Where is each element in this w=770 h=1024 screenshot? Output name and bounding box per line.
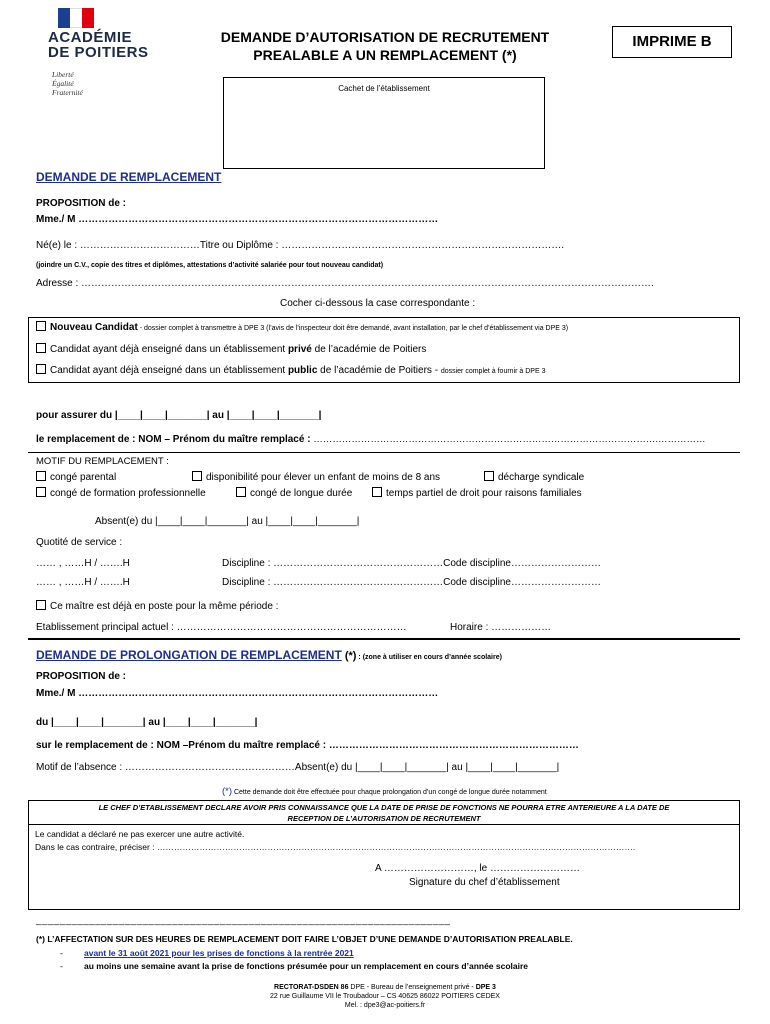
checkbox-icon[interactable] [192,471,202,481]
chef-declaration-header: LE CHEF D’ETABLISSEMENT DECLARE AVOIR PRIS CONNAISSANCE QUE LA DATE DE PRISE DE FONCTIONS NE POURRA ETRE ANTERIEURE A LA DATE DE RECEPTION DE L’AUTORISATION DE RECRUTEMENT [29,801,739,825]
other-activity-field[interactable]: Dans le cas contraire, préciser : ……………………………………………………………………………………………………………………………………………………. [35,842,636,852]
checkbox-icon[interactable] [484,471,494,481]
bullet-dash-icon: - [60,948,63,958]
checkbox-icon[interactable] [36,487,46,497]
checkbox-icon[interactable] [36,343,46,353]
quotite-hours-field-2[interactable]: …… , ……H / …….H [36,577,130,588]
prolongation-period-field[interactable]: du |____|____|_______| au |____|____|_______| [36,717,258,728]
checkbox-icon[interactable] [36,364,46,374]
proposition-label: PROPOSITION de : [36,198,127,209]
option-new-candidate[interactable]: Nouveau Candidat - dossier complet à transmettre à DPE 3 (l’avis de l’inspecteur doit être demandé, avant installation, par le chef d’établissement via DPE 3) [36,321,568,333]
motif-absence-field[interactable]: Motif de l’absence : ……………………………………………Absent(e) du |____|____|_______| au |____|____|_______| [36,762,560,773]
check-instruction: Cocher ci-dessous la case correspondante : [280,298,476,309]
section-title-remplacement: DEMANDE DE REMPLACEMENT [36,170,222,184]
activity-statement: Le candidat a déclaré ne pas exercer une autre activité. [35,829,245,839]
place-date-field[interactable]: A ………………………, le ……………………… [375,863,581,874]
chef-declaration-box [28,800,740,910]
section-title-prolongation: DEMANDE DE PROLONGATION DE REMPLACEMENT (*) : (zone à utiliser en cours d’année scolaire) [36,648,502,662]
signature-label: Signature du chef d’établissement [409,877,560,888]
form-code-badge: IMPRIME B [612,26,732,58]
academie-logo: ACADÉMIE DE POITIERS [48,29,149,61]
motif-title: MOTIF DU REMPLACEMENT : [36,456,169,467]
motif-formation[interactable]: congé de formation professionnelle [36,487,206,499]
divider [28,452,740,453]
checkbox-icon[interactable] [36,471,46,481]
motif-disponibilite[interactable]: disponibilité pour élever un enfant de moins de 8 ans [192,471,440,483]
horaire-field[interactable]: Horaire : ……………… [450,622,552,633]
period-field[interactable]: pour assurer du |____|____|_______| au |____|____|_______| [36,410,322,421]
motif-longue-duree[interactable]: congé de longue durée [236,487,352,499]
motif-conge-parental[interactable]: congé parental [36,471,116,483]
discipline-field-2[interactable]: Discipline : ……………………………………………Code discipline……………………… [222,577,601,588]
motif-decharge[interactable]: décharge syndicale [484,471,584,483]
attachments-note: (joindre un C.V., copie des titres et diplômes, attestations d’activité salariée pour tout nouveau candidat) [36,262,384,269]
prolongation-replaced-field[interactable]: sur le remplacement de : NOM –Prénom du maître remplacé : ………………………………………………………………… [36,740,579,751]
option-prive-candidate[interactable]: Candidat ayant déjà enseigné dans un établissement privé de l’académie de Poitiers [36,343,426,355]
form-title: DEMANDE D’AUTORISATION DE RECRUTEMENT PREALABLE A UN REMPLACEMENT (*) [220,29,550,63]
republic-flag-logo [58,8,94,28]
affectation-notice: (*) L’AFFECTATION SUR DES HEURES DE REMPLACEMENT DOIT FAIRE L’OBJET D’UNE DEMANDE D’AUTORISATION PREALABLE. [36,934,573,944]
section-divider [28,638,740,640]
email-link[interactable]: Mel. : dpe3@ac-poitiers.fr [344,1002,426,1009]
prolongation-proposition-label: PROPOSITION de : [36,671,127,682]
stamp-box [223,77,545,169]
birth-diploma-field[interactable]: Né(e) le : ………………………………Titre ou Diplôme : …………………………………………………………………………. [36,240,565,251]
absent-period-field[interactable]: Absent(e) du |____|____|_______| au |____|____|_______| [95,516,360,527]
option-meme-periode[interactable]: Ce maître est déjà en poste pour la même période : [36,600,278,612]
address-field[interactable]: Adresse : ………………………………………………………………………………………………………………………………………………………. [36,278,654,289]
motif-temps-partiel[interactable]: temps partiel de droit pour raisons familiales [372,487,582,499]
candidate-name-field[interactable]: Mme./ M ……………………………………………………………………………………………… [36,214,439,225]
dashed-separator: _ _ _ _ _ _ _ _ _ _ _ _ _ _ _ _ _ _ _ _ _ _ _ _ _ _ _ _ _ _ _ _ _ _ _ _ _ _ _ _ _ _ _ _ _ _ _ _ _ _ _ _ _ _ _ _ _ _ _ _ _ _ _ _ _ _ _ _ _ _ [36,915,449,926]
republic-motto: Liberté Égalité Fraternité [52,70,83,97]
prolongation-note: (*) Cette demande doit être effectuée pour chaque prolongation d’un congé de longue durée notamment [222,786,547,797]
checkbox-icon[interactable] [372,487,382,497]
checkbox-icon[interactable] [36,600,46,610]
replaced-teacher-field[interactable]: le remplacement de : NOM – Prénom du maître remplacé : ……………………………………………………………………………………………….…………… [36,434,706,445]
quotite-label: Quotité de service : [36,537,123,548]
checkbox-icon[interactable] [36,321,46,331]
quotite-hours-field-1[interactable]: …… , ……H / …….H [36,558,130,569]
option-public-candidate[interactable]: Candidat ayant déjà enseigné dans un établissement public de l’académie de Poitiers - dossier complet à fournir à DPE 3 [36,364,545,376]
etablissement-principal-field[interactable]: Etablissement principal actuel : …………………………………………………………… [36,622,407,633]
prolongation-name-field[interactable]: Mme./ M ……………………………………………………………………………………………… [36,688,439,699]
checkbox-icon[interactable] [236,487,246,497]
deadline-link[interactable]: avant le 31 août 2021 pour les prises de fonctions à la rentrée 2021 [84,948,354,958]
discipline-field-1[interactable]: Discipline : ……………………………………………Code discipline……………………… [222,558,601,569]
address-footer: RECTORAT-DSDEN 86 DPE - Bureau de l’enseignement privé - DPE 3 22 rue Guillaume VII le Troubadour – CS 40625 86022 POITIERS CEDEX Mel. : dpe3@ac-poitiers.fr [0,983,770,1010]
bullet-dash-icon: - [60,961,63,971]
deadline-note: au moins une semaine avant la prise de fonctions présumée pour un remplacement en cours d’année scolaire [84,961,529,971]
stamp-label: Cachet de l’établissement [338,84,430,93]
